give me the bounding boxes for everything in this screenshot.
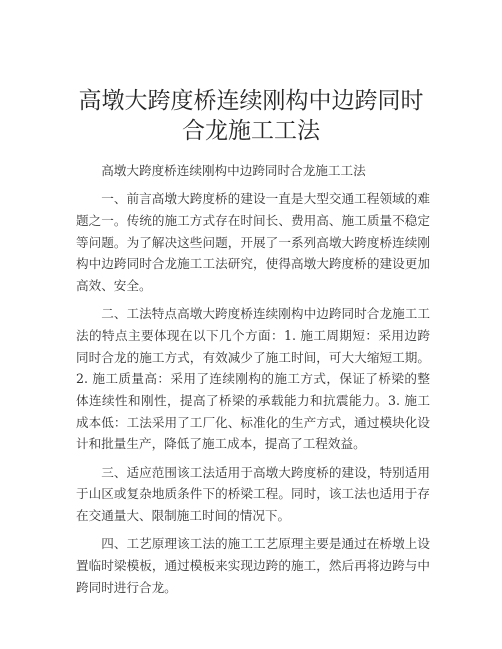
paragraph-principle: 四、工艺原理该工法的施工工艺原理主要是通过在桥墩上设置临时梁模板，通过模板来实现边跨的施工，然后再将边跨与中跨同时进行合龙。 — [76, 536, 430, 595]
document-body — [76, 160, 430, 605]
title-line-2: 合龙施工工法 — [182, 118, 320, 144]
paragraph-scope: 三、适应范围该工法适用于高墩大跨度桥的建设，特别适用于山区或复杂地质条件下的桥梁工程。同时，该工法也适用于存在交通量大、限制施工时间的情况下。 — [76, 464, 430, 524]
document-subtitle: 高墩大跨度桥连续刚构中边跨同时合龙施工工法 — [101, 163, 366, 178]
title-line-1: 高墩大跨度桥连续刚构中边跨同时 — [78, 88, 424, 114]
paragraph-features: 二、工法特点高墩大跨度桥连续刚构中边跨同时合龙施工工法的特点主要体现在以下几个方面：1. 施工周期短：采用边跨同时合龙的施工方式，有效减少了施工时间，可大大缩短工期。2. 施工质量高：采用了连续刚构的施工方式，保证了桥梁的整体连续性和刚性，提高了桥梁的承载能力和抗震能力。3. 施工成本低：工法采用了工厂化、标准化的生产方式，通过模块化设计和批量生产，降低了施工成本，提高了工程效益。 — [76, 306, 430, 452]
paragraph-preface: 一、前言高墩大跨度桥的建设一直是大型交通工程领域的难题之一。传统的施工方式存在时间长、费用高、施工质量不稳定等问题。为了解决这些问题，开展了一系列高墩大跨度桥连续刚构中边跨同时合龙施工工法研究，使得高墩大跨度桥的建设更加高效、安全。 — [76, 191, 430, 294]
document-title — [60, 86, 442, 146]
